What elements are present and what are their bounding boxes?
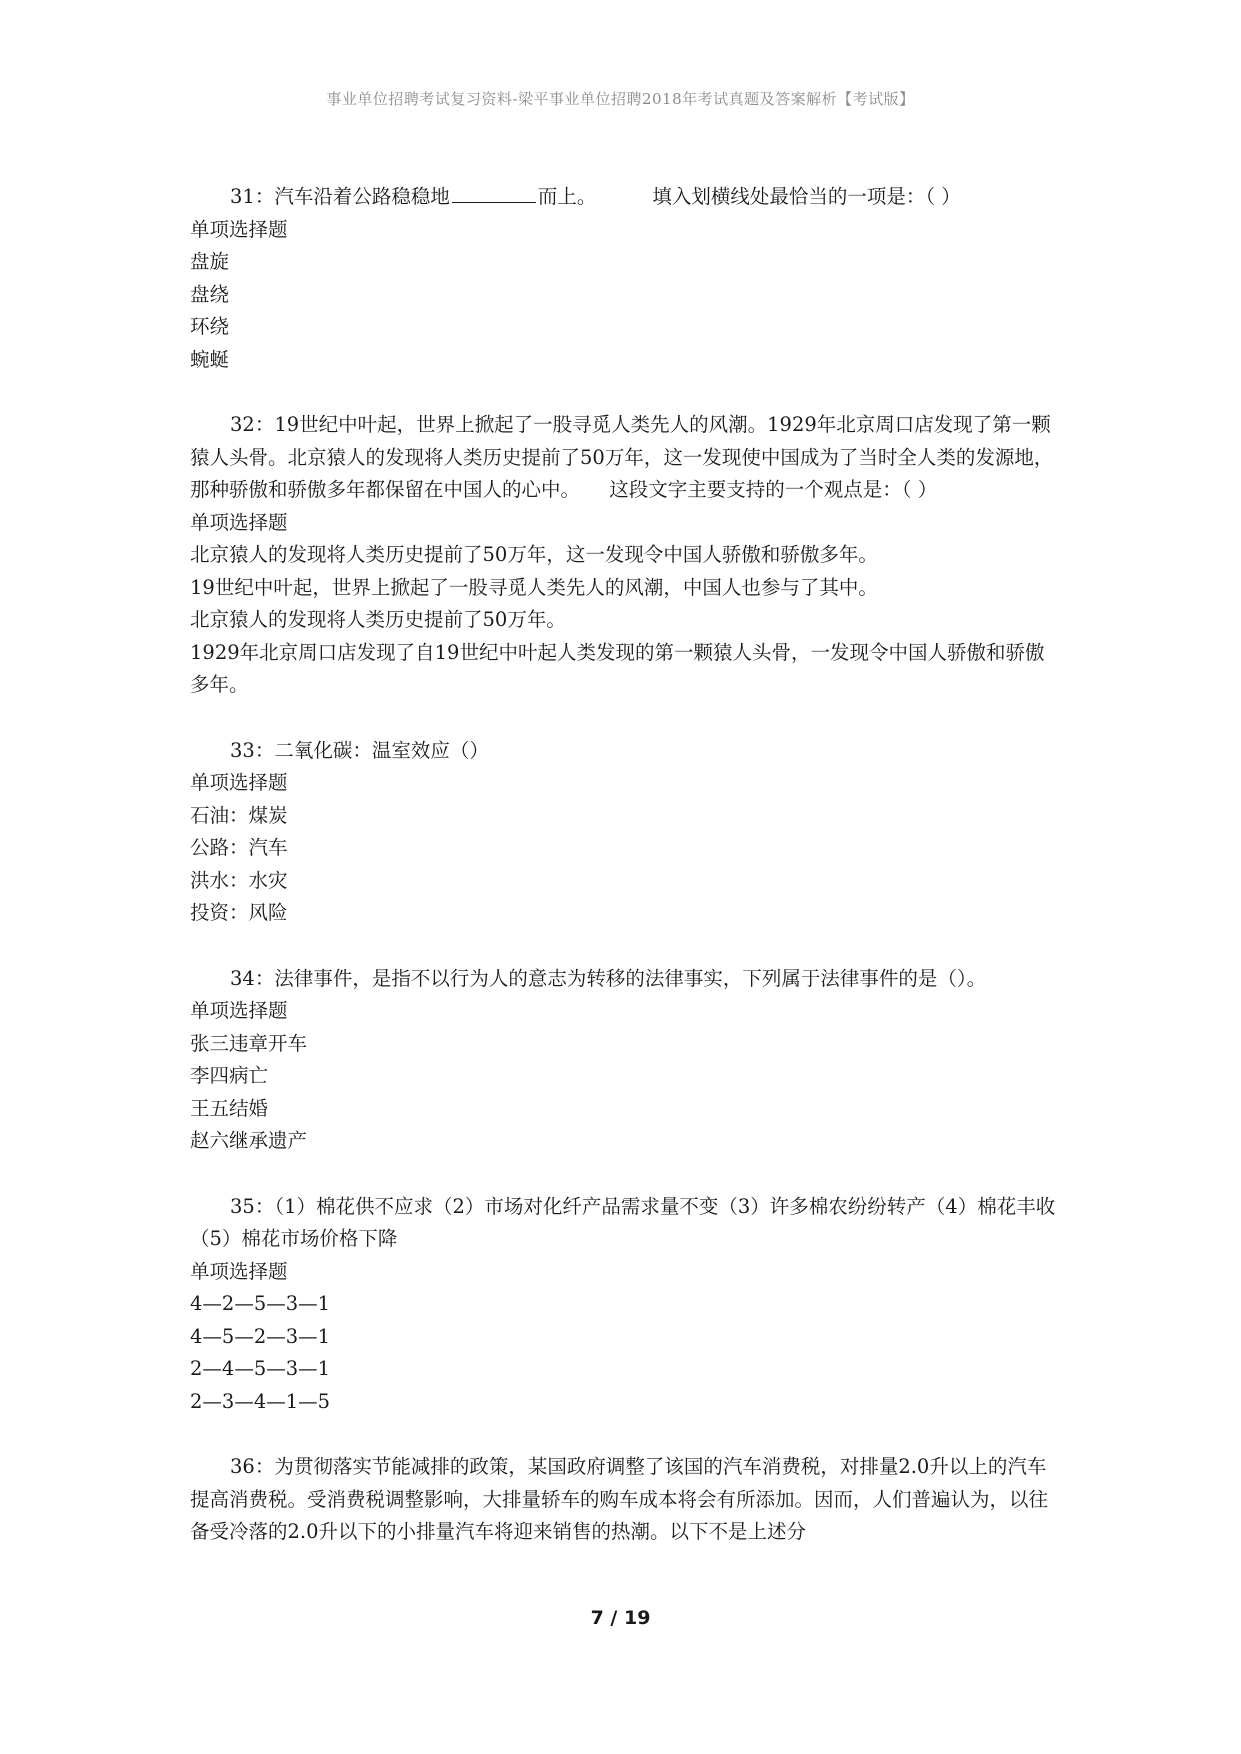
question-34 (190, 963, 1060, 1158)
option-a: 石油：煤炭 (190, 803, 288, 827)
option-b: 19世纪中叶起，世界上掀起了一股寻觅人类先人的风潮，中国人也参与了其中。 (190, 575, 878, 599)
option-c: 王五结婚 (190, 1096, 269, 1120)
option-d: 投资：风险 (190, 901, 288, 924)
option-b: 盘绕 (190, 282, 230, 306)
option-c: 洪水：水灾 (190, 868, 288, 892)
question-type: 单项选择题 (190, 1259, 288, 1283)
option-a: 4—2—5—3—1 (190, 1292, 331, 1315)
document-body (190, 180, 1060, 1582)
option-a: 张三违章开车 (190, 1031, 308, 1055)
option-c: 2—4—5—3—1 (190, 1357, 331, 1380)
option-d: 2—3—4—1—5 (190, 1389, 331, 1413)
option-d: 1929年北京周口店发现了自19世纪中叶起人类发现的第一颗猿人头骨，一发现令中国人骄傲和骄傲多年。 (190, 640, 1045, 696)
option-a: 北京猿人的发现将人类历史提前了50万年，这一发现令中国人骄傲和骄傲多年。 (190, 543, 878, 566)
question-stem: 35：（1）棉花供不应求（2）市场对化纤产品需求量不变（3）许多棉农纷纷转产（4）棉花丰收（5）棉花市场价格下降 (190, 1194, 1056, 1250)
page-header: 事业单位招聘考试复习资料-梁平事业单位招聘2018年考试真题及答案解析【考试版】 (326, 90, 915, 108)
stem-text: 而上。 (537, 185, 597, 208)
option-b: 4—5—2—3—1 (190, 1324, 331, 1348)
question-type: 单项选择题 (190, 999, 288, 1022)
option-d: 蜿蜒 (190, 347, 230, 371)
question-type: 单项选择题 (190, 510, 288, 534)
option-d: 赵六继承遗产 (190, 1129, 308, 1152)
stem-text: 填入划横线处最恰当的一项是：（ ） (652, 185, 961, 208)
fill-blank (452, 180, 536, 203)
question-stem: 34：法律事件，是指不以行为人的意志为转移的法律事实，下列属于法律事件的是（）。 (230, 966, 987, 990)
question-33 (190, 735, 1060, 930)
option-a: 盘旋 (190, 250, 230, 273)
question-36 (190, 1451, 1060, 1549)
question-31 (190, 180, 1060, 376)
stem-text: 31：汽车沿着公路稳稳地 (230, 185, 450, 208)
question-stem: 32：19世纪中叶起，世界上掀起了一股寻觅人类先人的风潮。1929年北京周口店发现了第一颗猿人头骨。北京猿人的发现将人类历史提前了50万年，这一发现使中国成为了当时全人类的发源地，那种骄傲和骄傲多年都保留在中国人的心中。 这段文字主要支持的一个观点是：（ ） (190, 413, 1054, 501)
question-stem: 33：二氧化碳：温室效应（） (230, 738, 489, 762)
question-type: 单项选择题 (190, 217, 288, 241)
question-stem (190, 180, 1060, 214)
question-32 (190, 409, 1060, 702)
option-b: 公路：汽车 (190, 836, 288, 859)
option-b: 李四病亡 (190, 1064, 269, 1087)
question-35 (190, 1191, 1060, 1419)
option-c: 环绕 (190, 315, 230, 338)
question-type: 单项选择题 (190, 771, 288, 794)
option-c: 北京猿人的发现将人类历史提前了50万年。 (190, 608, 566, 631)
question-stem: 36：为贯彻落实节能减排的政策，某国政府调整了该国的汽车消费税，对排量2.0升以上的汽车提高消费税。受消费税调整影响，大排量轿车的购车成本将会有所添加。因而，人们普遍认为，以往备受冷落的2.0升以下的小排量汽车将迎来销售的热潮。以下不是上述分 (190, 1455, 1049, 1543)
page-number: 7 / 19 (590, 1607, 651, 1629)
